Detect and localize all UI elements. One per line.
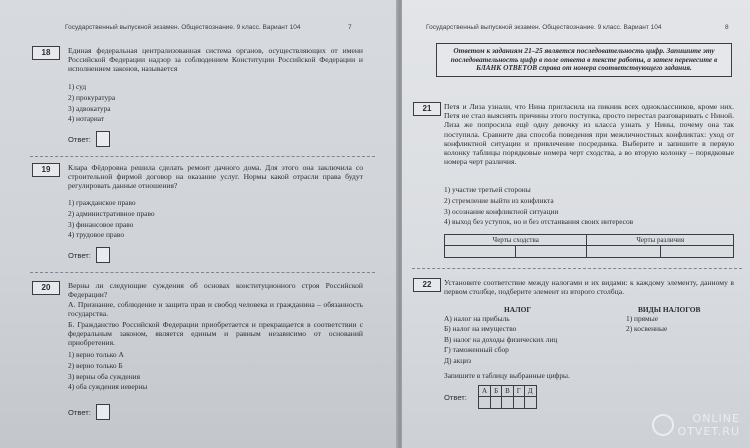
separator	[30, 272, 375, 273]
separator	[412, 268, 742, 269]
question-number-20: 20	[32, 281, 60, 295]
match-answer-table	[478, 385, 537, 409]
letter-cell: Г	[513, 386, 524, 397]
option: 1) суд	[68, 82, 87, 91]
option: 4) нотариат	[68, 114, 105, 124]
letter-cell: В	[502, 386, 514, 397]
tax-type-item: 1) прямые	[626, 314, 658, 323]
statement-a: А. Признание, соблюдение и защита прав и свобод человека и гражданина – обязанность государства.	[68, 300, 363, 319]
answer-cell[interactable]	[491, 397, 502, 409]
similarity-difference-table	[444, 234, 734, 258]
answer-field-19[interactable]	[68, 247, 110, 263]
statement-b: Б. Гражданство Российской Федерации приобретается и прекращается в соответствии с федеральным законом, является единым и равным независимо от оснований приобретения.	[68, 320, 363, 348]
answer-label-22: Ответ:	[444, 393, 467, 402]
answer-cell[interactable]	[524, 397, 536, 409]
site-watermark	[678, 412, 740, 438]
option: 2) верно только Б	[68, 360, 123, 370]
answer-box[interactable]	[96, 131, 110, 147]
option: 1) участие третьей стороны	[444, 185, 531, 194]
page-number: 8	[725, 24, 729, 31]
option: 3) осознание конфликтной ситуации	[444, 206, 559, 216]
option: 2) стремление выйти из конфликта	[444, 195, 554, 205]
answer-label: Ответ:	[68, 134, 91, 144]
answer-cell[interactable]	[502, 397, 514, 409]
separator	[30, 156, 375, 157]
option: 4) оба суждения неверны	[68, 382, 148, 392]
answer-box[interactable]	[96, 247, 110, 263]
answer-box[interactable]	[96, 404, 110, 420]
answer-cell[interactable]	[587, 246, 660, 258]
watermark-line2: OTVET.RU	[677, 425, 740, 438]
tax-item: Б) налог на имущество	[444, 324, 517, 334]
question-number-21: 21	[413, 102, 441, 116]
tax-type-list	[626, 314, 667, 335]
tax-type-item: 2) косвенные	[626, 324, 668, 334]
option: 1) верно только А	[68, 350, 124, 359]
write-prompt: Запишите в таблицу выбранные цифры.	[444, 371, 570, 380]
answer-cell[interactable]	[516, 246, 587, 258]
tax-item: Д) акциз	[444, 355, 472, 365]
difference-header: Черты различия	[587, 235, 734, 246]
question-18-text: Единая федеральная централизованная система органов, осуществляющих от имени Российской Федерации надзор за соблюдением Конституции Российской Федерации и исполнением законов, называется	[68, 46, 363, 74]
question-18-options	[68, 82, 115, 125]
answer-cell[interactable]	[479, 397, 491, 409]
answer-label: Ответ:	[68, 407, 91, 417]
question-20-text: Верны ли следующие суждения об основах конституционного строя Российской Федерации?	[68, 281, 363, 300]
option: 2) прокуратура	[68, 92, 116, 102]
page-header: Государственный выпускной экзамен. Обществознание. 9 класс. Вариант 104	[65, 24, 301, 31]
question-number-22: 22	[413, 278, 441, 292]
option: 2) административное право	[68, 208, 155, 218]
option: 1) гражданское право	[68, 198, 136, 207]
question-20-options	[68, 350, 147, 393]
option: 4) выход без уступок, но и без отстаивания своих интересов	[444, 217, 634, 227]
letter-cell: Д	[524, 386, 536, 397]
letter-cell: Б	[491, 386, 502, 397]
question-21-options	[444, 185, 633, 228]
option: 3) адвокатура	[68, 103, 111, 113]
tax-item: В) налог на доходы физических лиц	[444, 334, 558, 344]
page-header: Государственный выпускной экзамен. Обществознание. 9 класс. Вариант 104	[426, 24, 662, 31]
option: 4) трудовое право	[68, 230, 125, 240]
option: 3) верны оба суждения	[68, 371, 141, 381]
question-22-text: Установите соответствие между налогами и их видами: к каждому элементу, данному в первом столбце, подберите элемент из второго столбца.	[444, 278, 734, 297]
tax-list	[444, 314, 557, 366]
letter-cell: А	[479, 386, 491, 397]
tax-item: Г) таможенный сбор	[444, 345, 509, 355]
question-19-options	[68, 198, 155, 241]
instruction-box: Ответом к заданиям 21–25 является последовательность цифр. Запишите эту последовательность цифр в поле ответа в тексте работы, а затем перенесите в БЛАНК ОТВЕТОВ справа от номера соответствующего задания.	[436, 43, 732, 77]
answer-cell[interactable]	[513, 397, 524, 409]
right-page	[402, 0, 750, 448]
question-19-text: Клара Фёдоровна решила сделать ремонт дачного дома. Для этого она заключила со строительной фирмой договор на оказание услуг. Нормы какой отрасли права будут регулировать данные отношения?	[68, 163, 363, 191]
page-number: 7	[348, 24, 352, 31]
watermark-logo-icon	[652, 414, 674, 436]
column-title-tax-types: ВИДЫ НАЛОГОВ	[638, 305, 701, 314]
option: 3) финансовое право	[68, 219, 134, 229]
answer-field-20[interactable]	[68, 404, 110, 420]
question-number-19: 19	[32, 163, 60, 177]
tax-item: А) налог на прибыль	[444, 314, 510, 323]
answer-cell[interactable]	[445, 246, 516, 258]
column-title-tax: НАЛОГ	[504, 305, 532, 314]
answer-field-18[interactable]	[68, 131, 110, 147]
similarity-header: Черты сходства	[445, 235, 587, 246]
answer-cell[interactable]	[660, 246, 733, 258]
question-number-18: 18	[32, 46, 60, 60]
question-21-text: Петя и Лиза узнали, что Нина пригласила на пикник всех одноклассников, кроме них. Петя не стал выяснять причины этого поступка, просто перестал разговаривать с Ниной. Лиза же попросила ещё одну девочку из класса узнать у Нины, почему она так поступила. Сравните два способа поведения при межличностных конфликтах: уход от конфликтной ситуации и привлечение посредника. Выберите и запишите в первую колонку таблицы порядковые номера черт сходства, а во вторую колонку – порядковые номера черт различия.	[444, 102, 734, 167]
answer-label: Ответ:	[68, 250, 91, 260]
watermark-line1: ONLINE	[692, 412, 740, 425]
